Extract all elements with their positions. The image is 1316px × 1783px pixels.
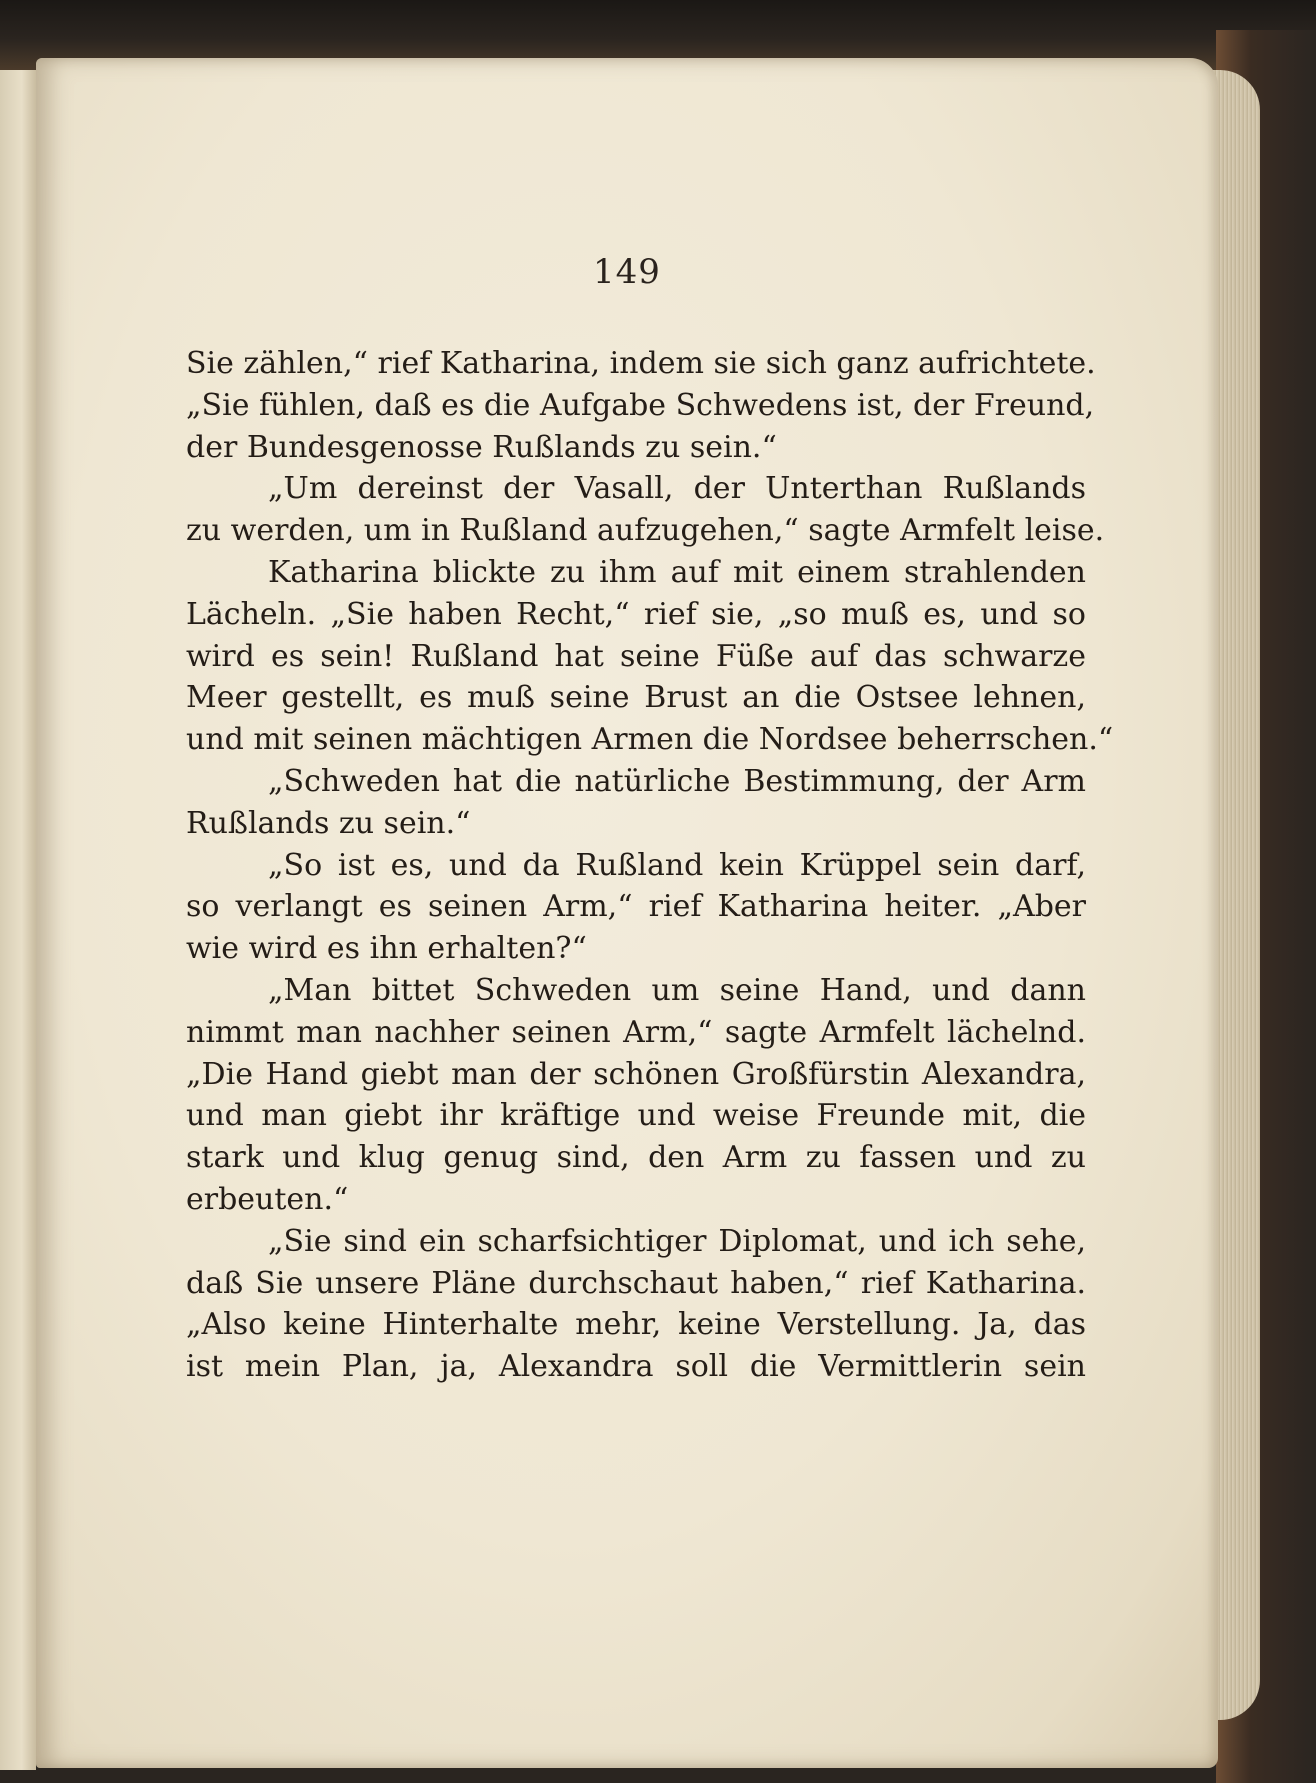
text-line: zu werden, um in Rußland aufzugehen,“ sagte Armfelt leise. bbox=[186, 513, 1105, 549]
text-line: Katharina blickte zu ihm auf mit einem strahlenden bbox=[268, 554, 1086, 590]
text-line: der Bundesgenosse Rußlands zu sein.“ bbox=[186, 429, 777, 465]
text-line: erbeuten.“ bbox=[186, 1181, 349, 1217]
text-line: „So ist es, und da Rußland kein Krüppel sein darf, bbox=[268, 847, 1086, 883]
text-line: und man giebt ihr kräftige und weise Freunde mit, die bbox=[186, 1098, 1086, 1134]
text-line: „Man bittet Schweden um seine Hand, und dann bbox=[268, 972, 1086, 1008]
text-line: Meer gestellt, es muß seine Brust an die Ostsee lehnen, bbox=[186, 680, 1086, 716]
text-line: Sie zählen,“ rief Katharina, indem sie sich ganz aufrichtete. bbox=[186, 346, 1096, 381]
page-body-text bbox=[186, 343, 1114, 1388]
text-line: „Die Hand giebt man der schönen Großfürstin Alexandra, bbox=[186, 1056, 1086, 1092]
left-page-edge bbox=[0, 70, 36, 1770]
text-line: und mit seinen mächtigen Armen die Nordsee beherrschen.“ bbox=[186, 722, 1114, 758]
text-line: „Also keine Hinterhalte mehr, keine Verstellung. Ja, das bbox=[186, 1307, 1086, 1343]
book-page bbox=[36, 58, 1218, 1768]
text-line: stark und klug genug sind, den Arm zu fassen und zu bbox=[186, 1140, 1086, 1176]
text-line: wird es sein! Rußland hat seine Füße auf das schwarze bbox=[186, 638, 1086, 674]
text-line: „Um dereinst der Vasall, der Unterthan Rußlands bbox=[268, 471, 1086, 507]
text-line: Rußlands zu sein.“ bbox=[186, 805, 471, 841]
text-line: wie wird es ihn erhalten?“ bbox=[186, 931, 587, 967]
text-line: „Sie fühlen, daß es die Aufgabe Schwedens ist, der Freund, bbox=[186, 387, 1095, 423]
text-line: nimmt man nachher seinen Arm,“ sagte Armfelt lächelnd. bbox=[186, 1014, 1086, 1050]
text-line: ist mein Plan, ja, Alexandra soll die Vermittlerin sein bbox=[186, 1349, 1086, 1385]
text-line: „Sie sind ein scharfsichtiger Diplomat, und ich sehe, bbox=[268, 1223, 1086, 1259]
text-line: daß Sie unsere Pläne durchschaut haben,“ rief Katharina. bbox=[186, 1265, 1086, 1301]
page-number: 149 bbox=[593, 252, 661, 292]
text-line: „Schweden hat die natürliche Bestimmung, der Arm bbox=[268, 763, 1086, 799]
text-line: Lächeln. „Sie haben Recht,“ rief sie, „so muß es, und so bbox=[186, 596, 1086, 632]
text-line: so verlangt es seinen Arm,“ rief Katharina heiter. „Aber bbox=[186, 889, 1086, 925]
